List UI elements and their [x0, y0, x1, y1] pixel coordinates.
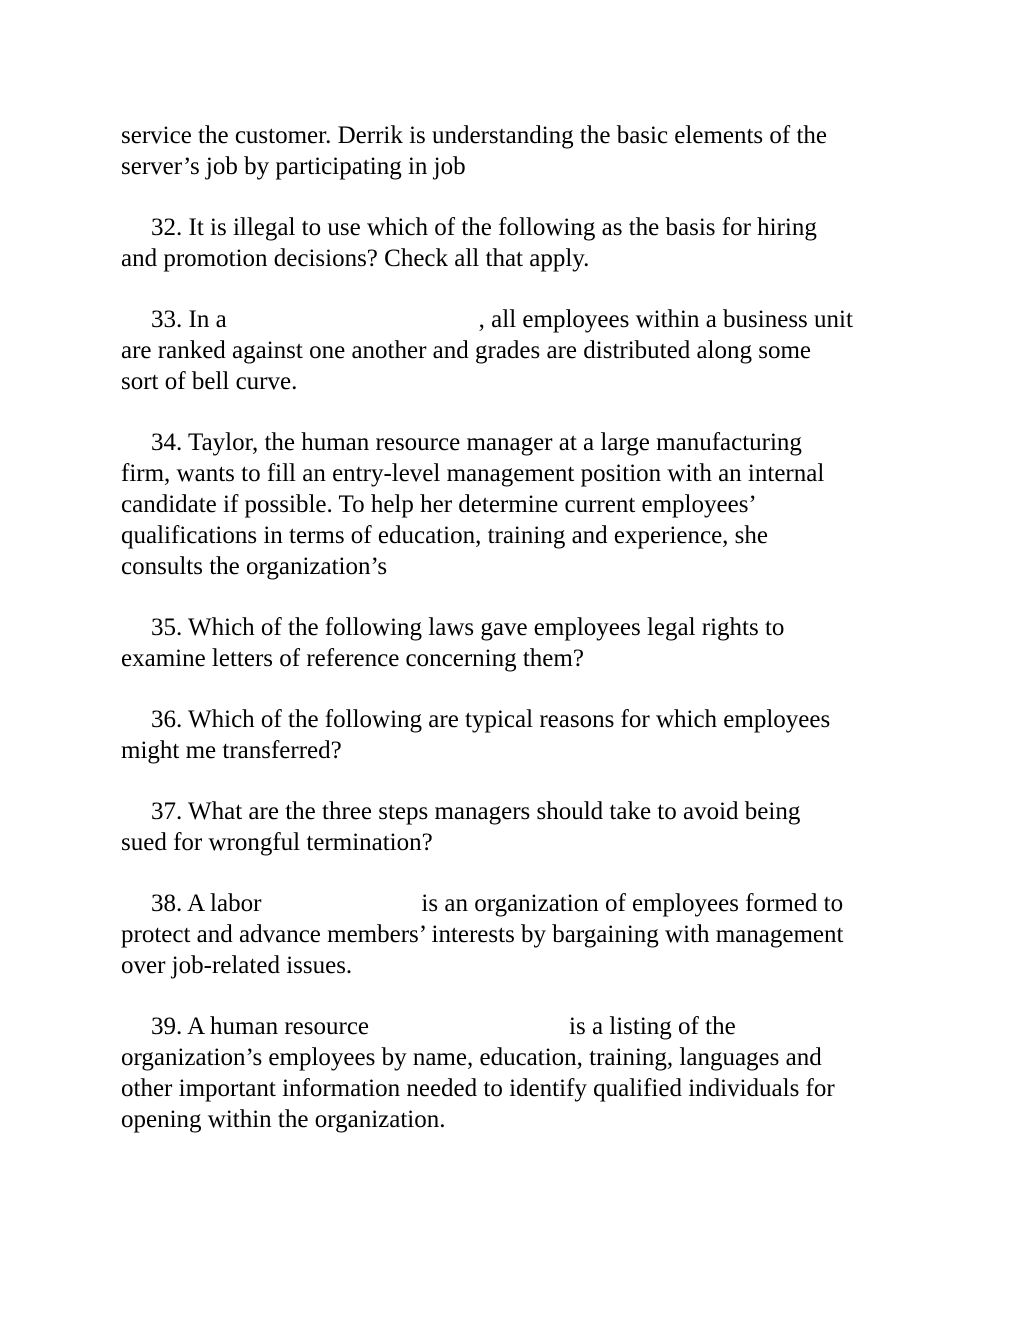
- question-32: [121, 212, 911, 274]
- text-line: server’s job by participating in job: [121, 153, 466, 180]
- text-line: examine letters of reference concerning them?: [121, 645, 584, 672]
- text-line: opening within the organization.: [121, 1106, 446, 1133]
- text-line: sued for wrongful termination?: [121, 829, 433, 856]
- document-page: [121, 120, 911, 1165]
- text-line: firm, wants to fill an entry-level management position with an internal: [121, 460, 825, 487]
- question-39: [121, 1011, 911, 1135]
- question-39-end: is a listing of the: [569, 1013, 736, 1040]
- text-line: might me transferred?: [121, 737, 342, 764]
- text-line: candidate if possible. To help her determine current employees’: [121, 491, 757, 518]
- text-line: 32. It is illegal to use which of the following as the basis for hiring: [151, 214, 817, 241]
- text-line: qualifications in terms of education, training and experience, she: [121, 522, 768, 549]
- question-37: [121, 796, 911, 858]
- question-38-end: is an organization of employees formed to: [421, 890, 844, 917]
- question-38: [121, 888, 911, 981]
- text-line: are ranked against one another and grades are distributed along some: [121, 337, 812, 364]
- text-line: 37. What are the three steps managers should take to avoid being: [151, 798, 801, 825]
- question-36: [121, 704, 911, 766]
- question-33-end: , all employees within a business unit: [478, 306, 853, 333]
- text-line: [121, 304, 911, 335]
- text-line: and promotion decisions? Check all that apply.: [121, 245, 590, 272]
- text-line: [121, 888, 911, 919]
- question-39-start: 39. A human resource: [151, 1013, 370, 1040]
- text-line: service the customer. Derrik is understanding the basic elements of the: [121, 122, 828, 149]
- text-line: 35. Which of the following laws gave employees legal rights to: [151, 614, 785, 641]
- text-line: 36. Which of the following are typical reasons for which employees: [151, 706, 831, 733]
- question-33-start: 33. In a: [151, 306, 227, 333]
- text-line: other important information needed to identify qualified individuals for: [121, 1075, 835, 1102]
- question-38-start: 38. A labor: [151, 890, 262, 917]
- text-line: over job-related issues.: [121, 952, 353, 979]
- text-line: [121, 1011, 911, 1042]
- text-line: protect and advance members’ interests by bargaining with management: [121, 921, 844, 948]
- question-33: [121, 304, 911, 397]
- text-line: consults the organization’s: [121, 553, 388, 580]
- question-35: [121, 612, 911, 674]
- text-line: organization’s employees by name, education, training, languages and: [121, 1044, 822, 1071]
- question-34: [121, 427, 911, 582]
- text-line: sort of bell curve.: [121, 368, 298, 395]
- intro-paragraph: [121, 120, 911, 182]
- text-line: 34. Taylor, the human resource manager at a large manufacturing: [151, 429, 802, 456]
